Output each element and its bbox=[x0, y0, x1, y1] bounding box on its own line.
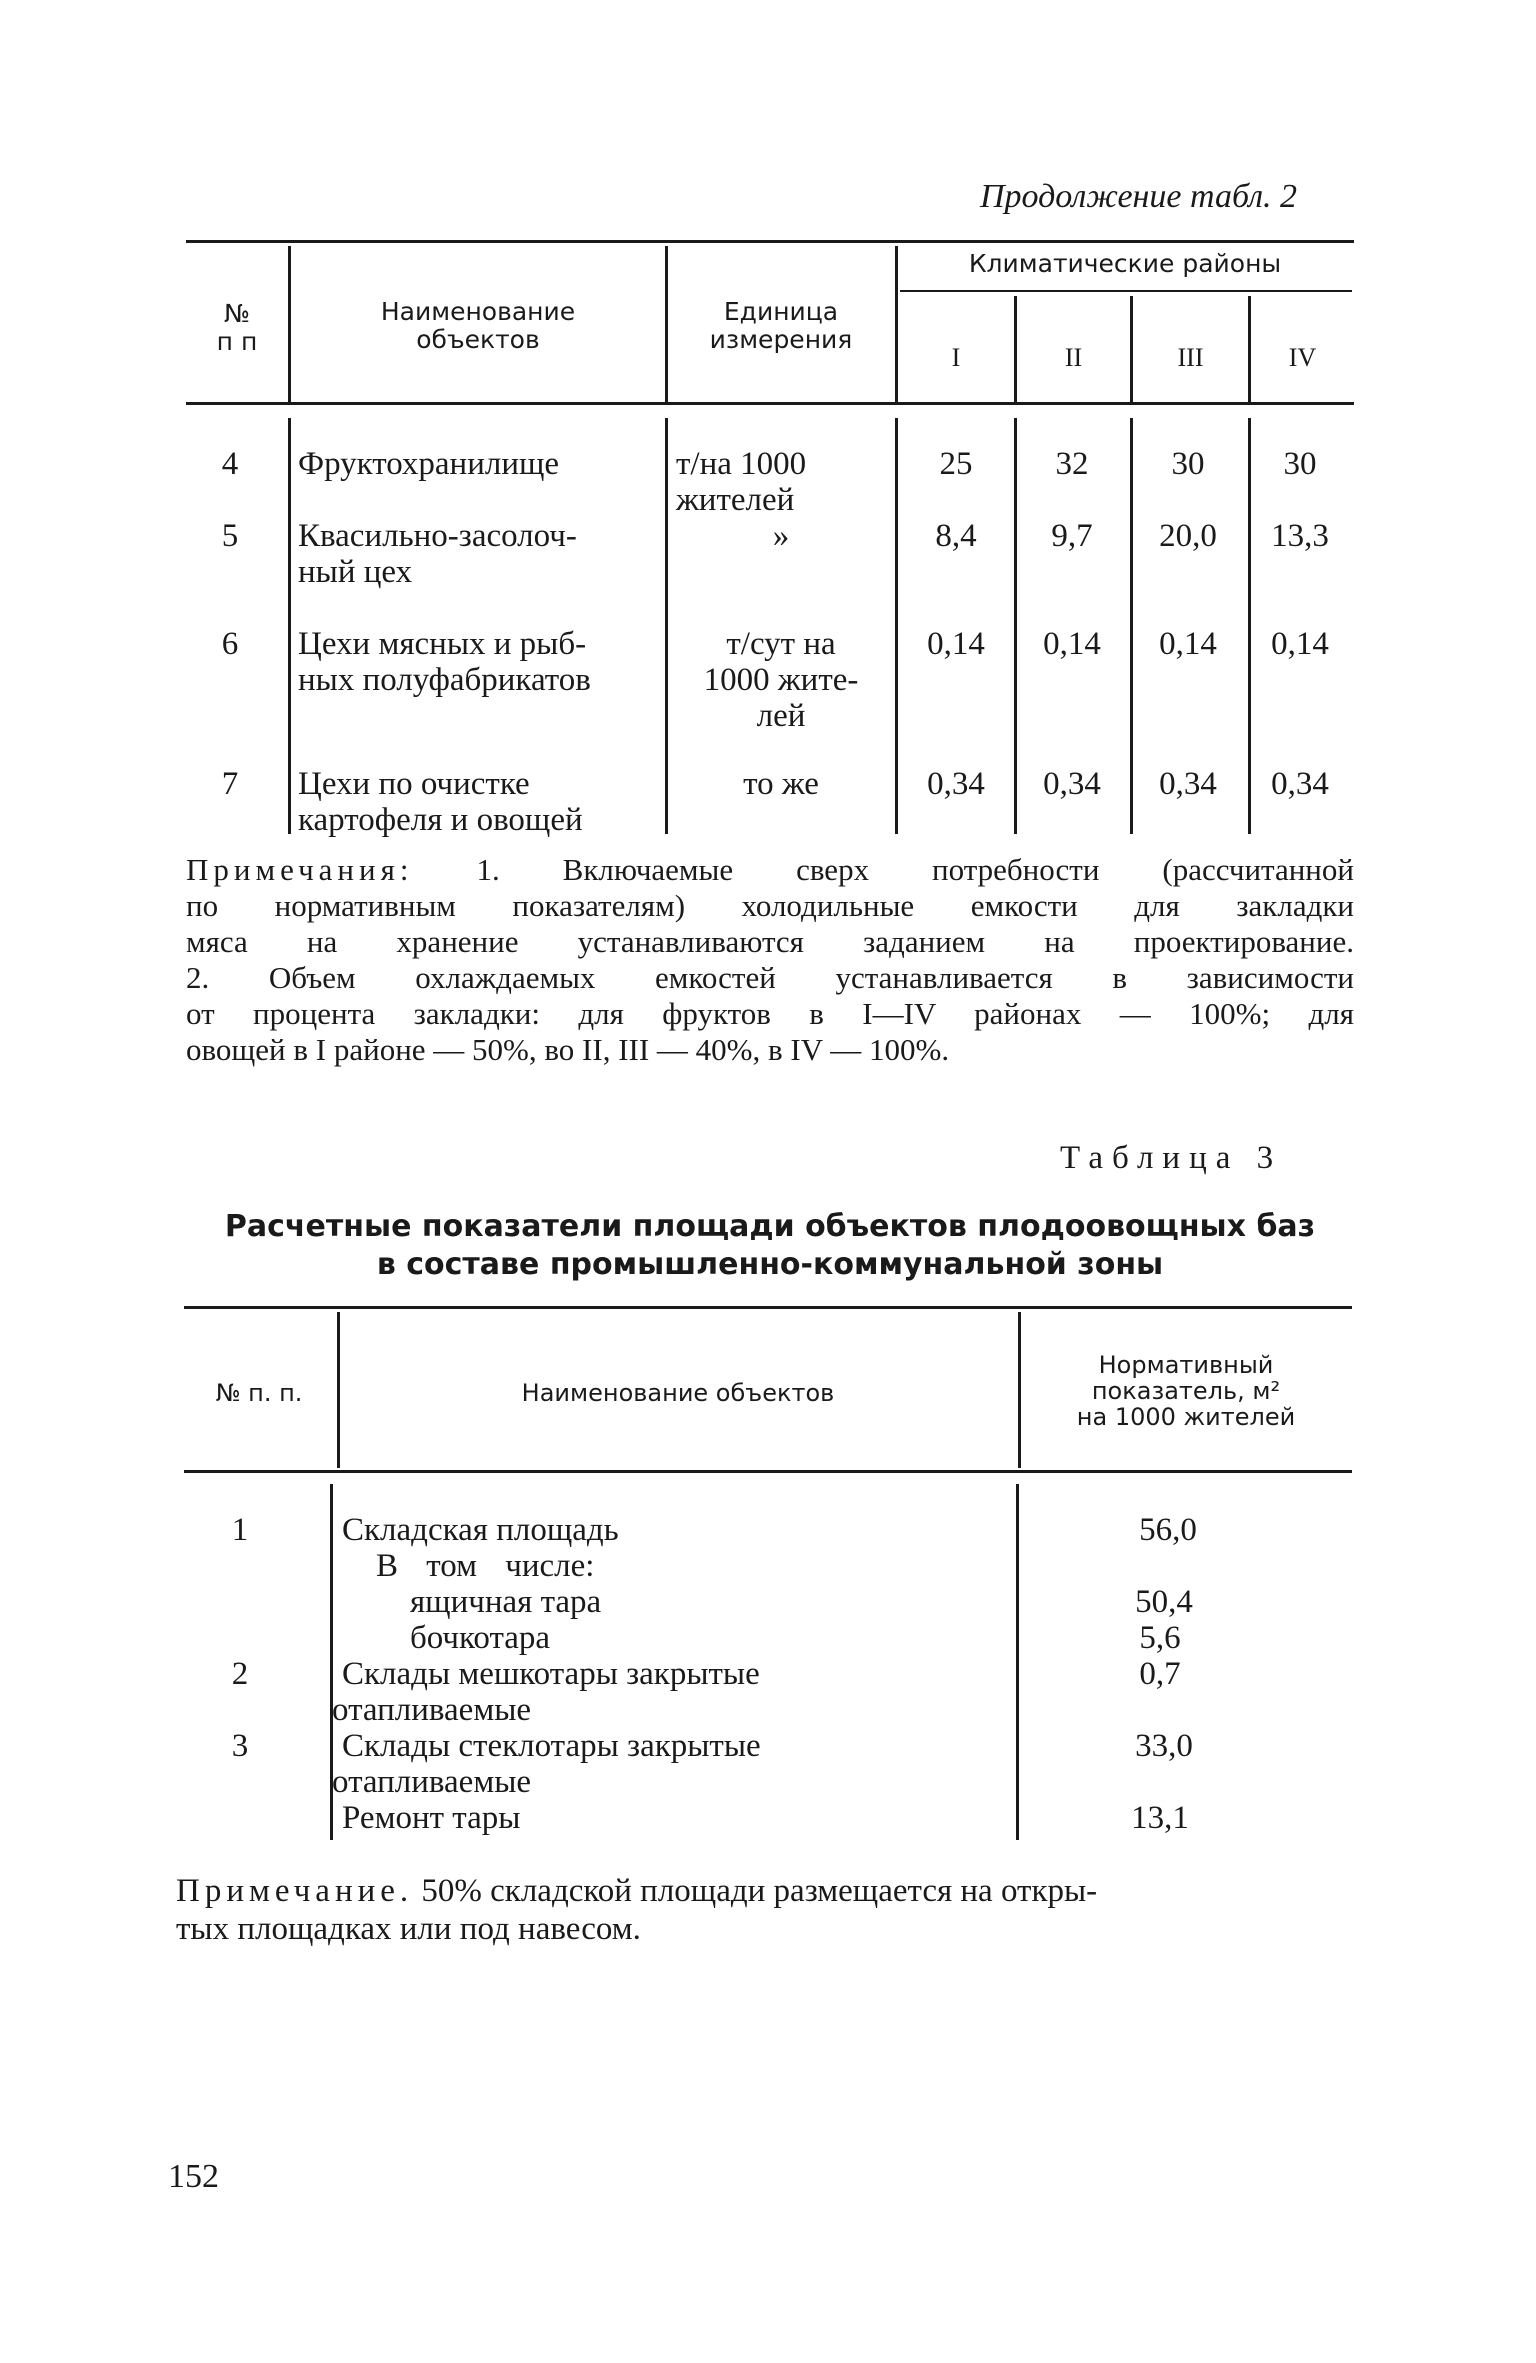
t3-row-name: Ремонт тары bbox=[342, 1800, 521, 1836]
cell-line: т/сут на bbox=[726, 626, 836, 662]
note-line: овощей в I районе — 50%, во II, III — 40%, в IV — 100%. bbox=[186, 1032, 950, 1067]
cell-line: Цехи мясных и рыб- bbox=[298, 626, 587, 662]
t3-row-name: Складская площадь bbox=[342, 1512, 619, 1548]
table3-title bbox=[180, 1208, 1360, 1284]
cell-line: Цехи по очистке bbox=[298, 766, 530, 802]
t3-row-value: 0,7 bbox=[1139, 1656, 1181, 1692]
header-line: на 1000 жителей bbox=[1076, 1403, 1296, 1431]
t2-value: 8,4 bbox=[935, 518, 977, 554]
table2-header-rule bbox=[186, 402, 1354, 405]
notes-label: Примечания: bbox=[186, 852, 414, 887]
t3-row-value: 33,0 bbox=[1135, 1728, 1193, 1764]
t2-row-unit bbox=[668, 518, 894, 554]
cell-line: 1000 жите- bbox=[703, 662, 859, 698]
t2-row-unit bbox=[668, 626, 894, 734]
t2-value: 0,34 bbox=[1159, 766, 1217, 802]
t2-value: 32 bbox=[1055, 446, 1089, 482]
header-line: п п bbox=[216, 327, 258, 356]
t3-row-name: бочкотара bbox=[410, 1620, 551, 1656]
t3-row-num: 2 bbox=[231, 1656, 249, 1692]
t2-header-region-4: IV bbox=[1288, 343, 1317, 372]
t2-row-name bbox=[298, 518, 577, 590]
t2-header-region-2: II bbox=[1064, 343, 1083, 372]
table3-footnote bbox=[176, 1872, 1354, 1948]
t3-row-name: Склады стеклотары закрытые bbox=[342, 1728, 761, 1764]
t2-value: 9,7 bbox=[1051, 518, 1093, 554]
cell-line: лей bbox=[756, 698, 806, 734]
cell-line: т/на 1000 bbox=[676, 446, 807, 482]
t3-row-num: 3 bbox=[231, 1728, 249, 1764]
t2-value: 30 bbox=[1283, 446, 1317, 482]
t3-row-name: Склады мешкотары закрытые bbox=[342, 1656, 760, 1692]
t2-row-name bbox=[298, 766, 583, 838]
footnote-label: Примечание. bbox=[176, 1873, 414, 1909]
t3-header-name: Наименование объектов bbox=[521, 1379, 835, 1407]
cell-line: Квасильно-засолоч- bbox=[298, 518, 577, 554]
t3-row-value: 13,1 bbox=[1131, 1800, 1189, 1836]
t2-row-unit bbox=[676, 446, 806, 518]
t2-header-name bbox=[292, 298, 664, 354]
t3-row-name: ящичная тара bbox=[410, 1584, 602, 1620]
t3-row-value: 50,4 bbox=[1135, 1584, 1193, 1620]
note-line: мяса на хранение устанавливаются заданием на проектирование. bbox=[186, 924, 1354, 959]
header-line: объектов bbox=[416, 325, 540, 354]
t2-value: 0,34 bbox=[1043, 766, 1101, 802]
cell-line: жителей bbox=[676, 482, 795, 518]
cell-line: картофеля и овощей bbox=[298, 802, 583, 838]
t3-row-num: 1 bbox=[231, 1512, 249, 1548]
t2-value: 0,14 bbox=[1043, 626, 1101, 662]
header-line: измерения bbox=[709, 325, 853, 354]
t2-row-num: 7 bbox=[221, 766, 239, 802]
note-text: 1. Включаемые сверх потребности (рассчитанной bbox=[476, 852, 1354, 887]
header-line: Нормативный bbox=[1098, 1351, 1274, 1379]
t2-value: 0,34 bbox=[927, 766, 985, 802]
cell-line: Фруктохранилище bbox=[298, 446, 560, 482]
note-line bbox=[176, 1872, 1354, 1910]
header-line: № bbox=[223, 299, 250, 328]
header-line: показатель, м² bbox=[1091, 1377, 1281, 1405]
table3-label: Таблица 3 bbox=[1060, 1140, 1283, 1176]
t2-row-num: 6 bbox=[221, 626, 239, 662]
table3-top-rule bbox=[184, 1306, 1352, 1309]
header-line: Наименование bbox=[380, 297, 576, 326]
t3-header-norm bbox=[1022, 1352, 1350, 1430]
t2-value: 13,3 bbox=[1271, 518, 1329, 554]
header-line: Единица bbox=[723, 297, 839, 326]
note-line bbox=[186, 852, 1354, 888]
note-text: 50% складской площади размещается на откры- bbox=[421, 1873, 1098, 1909]
title-line: Расчетные показатели площади объектов плодоовощных баз bbox=[224, 1209, 1316, 1244]
cell-line: то же bbox=[743, 766, 819, 802]
cell-line: ных полуфабрикатов bbox=[298, 662, 591, 698]
continuation-caption: Продолжение табл. 2 bbox=[980, 178, 1298, 215]
t2-header-unit bbox=[668, 298, 894, 354]
t2-value: 30 bbox=[1171, 446, 1205, 482]
t2-header-num bbox=[186, 300, 288, 356]
note-line: от процента закладки: для фруктов в I—IV районах — 100%; для bbox=[186, 996, 1354, 1031]
t2-value: 0,14 bbox=[1271, 626, 1329, 662]
t2-header-region-1: I bbox=[951, 343, 961, 372]
cell-line: » bbox=[772, 518, 790, 554]
t2-value: 0,14 bbox=[927, 626, 985, 662]
t2-header-climate: Климатические районы bbox=[968, 249, 1282, 278]
t2-row-unit bbox=[668, 766, 894, 802]
t2-value: 0,34 bbox=[1271, 766, 1329, 802]
t3-row-value: 5,6 bbox=[1139, 1620, 1181, 1656]
t3-row-name: отапливаемые bbox=[332, 1692, 532, 1728]
t2-header-region-3: III bbox=[1177, 343, 1204, 372]
t2-vrule bbox=[288, 246, 291, 402]
t2-row-num: 5 bbox=[221, 518, 239, 554]
t2-row-num: 4 bbox=[221, 446, 239, 482]
note-line: 2. Объем охлаждаемых емкостей устанавливается в зависимости bbox=[186, 960, 1354, 995]
table2-top-rule bbox=[186, 240, 1354, 243]
page-number: 152 bbox=[168, 2158, 219, 2195]
note-line: тых площадках или под навесом. bbox=[176, 1911, 641, 1947]
table3-header-rule bbox=[184, 1470, 1352, 1473]
t2-value: 0,14 bbox=[1159, 626, 1217, 662]
t3-row-name: отапливаемые bbox=[332, 1764, 532, 1800]
t3-header-num: № п. п. bbox=[215, 1379, 303, 1407]
t3-vrule bbox=[1018, 1312, 1021, 1468]
t3-row-value: 56,0 bbox=[1139, 1512, 1197, 1548]
cell-line: ный цех bbox=[298, 554, 413, 590]
table2-climate-rule bbox=[900, 290, 1352, 292]
t2-row-name bbox=[298, 446, 559, 482]
t3-vrule bbox=[1016, 1484, 1019, 1840]
note-line: по нормативным показателям) холодильные емкости для закладки bbox=[186, 888, 1354, 923]
t2-vrule bbox=[288, 418, 291, 834]
t2-value: 25 bbox=[939, 446, 973, 482]
title-line: в составе промышленно-коммунальной зоны bbox=[376, 1247, 1164, 1282]
t2-value: 20,0 bbox=[1159, 518, 1217, 554]
t3-row-name: В том числе: bbox=[376, 1548, 595, 1584]
t2-row-name bbox=[298, 626, 591, 698]
table2-notes bbox=[186, 852, 1354, 1068]
